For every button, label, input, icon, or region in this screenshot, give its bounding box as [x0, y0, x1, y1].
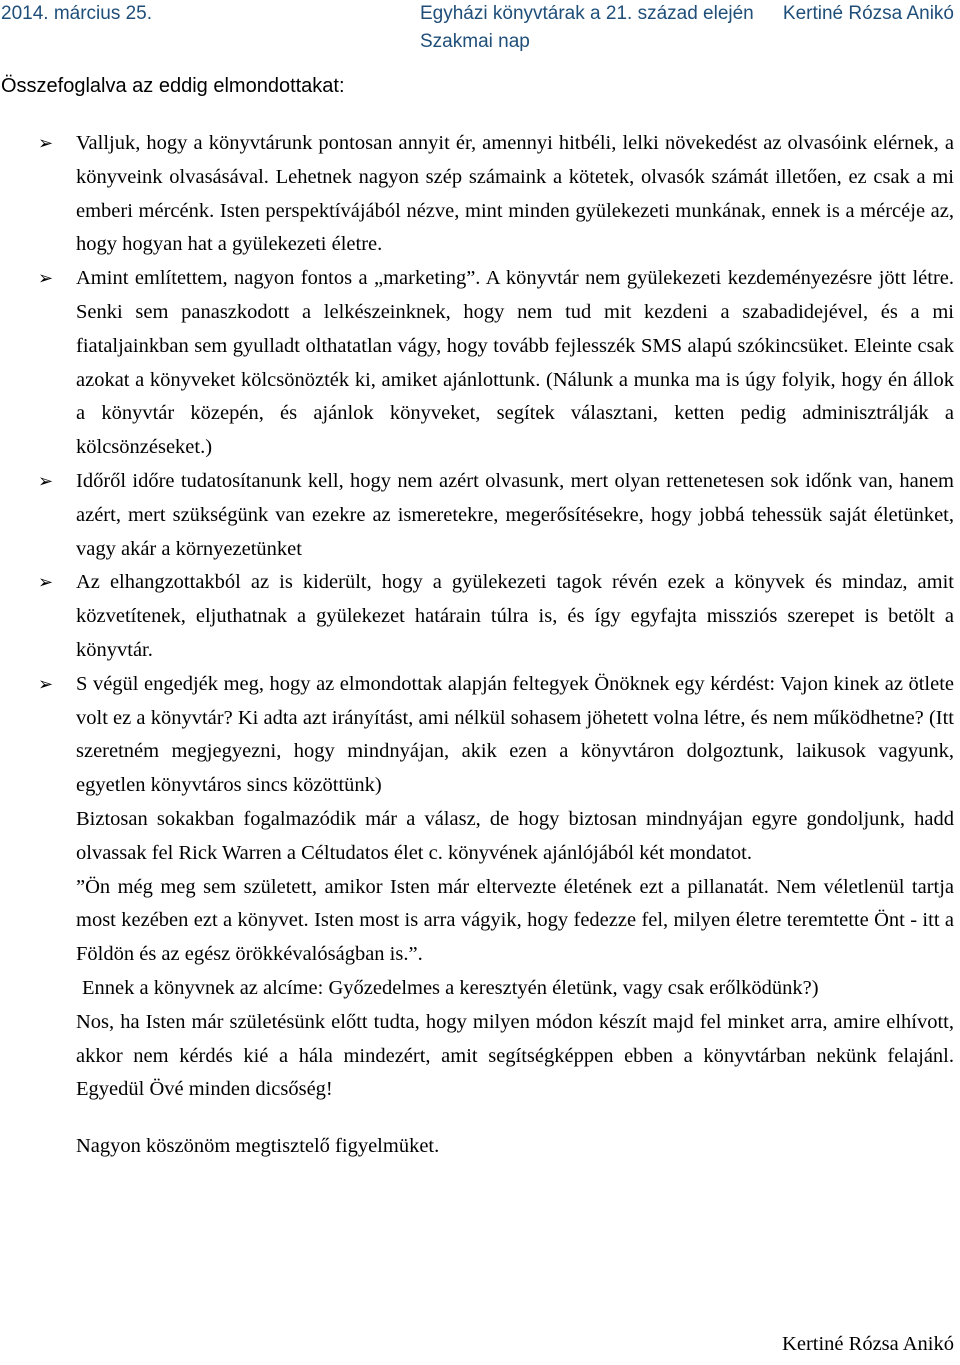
page-header — [0, 0, 960, 62]
header-subtitle: Szakmai nap — [420, 31, 530, 52]
header-author: Kertiné Rózsa Anikó — [782, 3, 954, 24]
paragraph: Biztosan sokakban fogalmazódik már a válasz, de hogy biztosan mindnyájan egyre gondoljunk, hadd olvassak fel Rick Warren a Céltudatos élet c. könyvének ajánlójából két mondatot. — [76, 807, 954, 864]
header-date: 2014. március 25. — [1, 3, 153, 24]
arrowhead-bullet-icon: ➢ — [38, 470, 54, 492]
arrowhead-bullet-icon: ➢ — [38, 673, 54, 695]
arrowhead-bullet-icon: ➢ — [38, 268, 54, 290]
list-item — [0, 262, 954, 465]
paragraph: S végül engedjék meg, hogy az elmondottak alapján feltegyek Önöknek egy kérdést: Vajon kinek az ötlete volt ez a könyvtár? Ki adta azt irányítást, ami nélkül sohasem jöhetett volna létre, és nem működhetne? (Itt szeretném megjegyezni, hogy mindnyájan, akik ezen a könyvtáron dolgoztunk, laikusok vagyunk, egyetlen könyvtáros sincs közöttünk) — [76, 672, 954, 797]
section-heading: Összefoglalva az eddig elmondottakat: — [1, 75, 345, 97]
list-item — [0, 566, 954, 667]
list-item — [0, 465, 954, 566]
paragraph: Ennek a könyvnek az alcíme: Győzedelmes a keresztyén életünk, vagy csak erőlködünk?) — [82, 976, 819, 999]
arrowhead-bullet-icon: ➢ — [38, 133, 54, 154]
paragraph: Az elhangzottakból az is kiderült, hogy a gyülekezeti tagok révén ezek a könyvek és mindaz, amit közvetítenek, eljuthatnak a gyülekezet határain túlra is, és így egyfajta missziós szerepet is betölt a könyvtár. — [76, 571, 954, 661]
paragraph: Nos, ha Isten már születésünk előtt tudta, hogy milyen módon készít majd fel minket arra, amire elhívott, akkor nem kérdés kié a hála mindezért, amit segítségképpen ebben a könyvtárban nekünk felajánl. Egyedül Övé minden dicsőség! — [76, 1010, 954, 1101]
closing-line: Nagyon köszönöm megtisztelő figyelmüket. — [76, 1135, 440, 1158]
signature: Kertiné Rózsa Anikó — [782, 1333, 954, 1355]
paragraph: Amint említettem, nagyon fontos a „marketing”. A könyvtár nem gyülekezeti kezdeményezésre jött létre. Senki sem panaszkodott a lelkészeinknek, hogy nem tud mit kezdeni a szabadidejével, és a mi fiataljainkban sem gyulladt olthatatlan vágy, hogy tovább fejlesszék SMS alapú szókincsüket. Eleinte csak azokat a könyveket kölcsönözték ki, amiket ajánlottunk. (Nálunk a munka ma is úgy folyik, hogy én állok a könyvtár közepén, és ajánlok könyveket, segítek választani, ketten pedig adminisztrálják a kölcsönzéseket.) — [76, 267, 954, 459]
paragraph: Valljuk, hogy a könyvtárunk pontosan annyit ér, amennyi hitbéli, lelki növekedést az olvasóink elérnek, a könyveink olvasásával. Lehetnek nagyon szép számaink a kötetek, olvasók számát illetően, ez csak a mi emberi mércénk. Isten perspektívájából nézve, mint minden gyülekezeti munkának, ennek is a mércéje az, hogy hogyan hat a gyülekezeti életre. — [76, 132, 954, 256]
list-item — [0, 668, 954, 1107]
arrowhead-bullet-icon: ➢ — [38, 572, 54, 594]
document-body — [0, 127, 960, 1164]
list-item — [0, 127, 954, 262]
paragraph: Időről időre tudatosítanunk kell, hogy nem azért olvasunk, mert olyan rettenetesen sok időnk van, hanem azért, mert szükségünk van ezekre az ismeretekre, megerősítésekre, hogy jobbá tehessük saját életünket, vagy akár a környezetünket — [76, 469, 954, 560]
header-title: Egyházi könyvtárak a 21. század elején — [420, 3, 754, 24]
quote-paragraph: ”Ön még meg sem született, amikor Isten már eltervezte életének ezt a pillanatát. Nem véletlenül tartja most kezében ezt a könyvet. Isten most is arra vágyik, hogy fedezze fel, milyen életre teremtette Önt - itt a Földön és az egész örökkévalóságban is.”. — [76, 875, 954, 966]
